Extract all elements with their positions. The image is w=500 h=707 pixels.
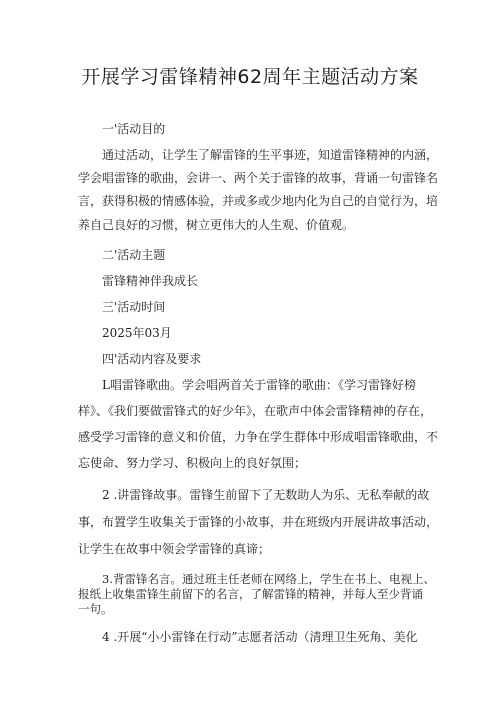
paragraph-line: L唱雷锋歌曲。学会唱两首关于雷锋的歌曲：《学习雷锋好榜 [102, 378, 416, 392]
section-heading-theme: 二'活动主题 [102, 248, 166, 262]
paragraph-line: 报纸上收集雷锋生前留下的名言，了解雷锋的精神，并每人至少背诵 [78, 587, 423, 601]
paragraph-line: 样》、《我们要做雷锋式的好少年》，在歌声中体会雷锋精神的存在， [78, 404, 433, 418]
paragraph-line: 言，获得积极的情感体验，并或多或少地内化为自己的自觉行为，培 [78, 194, 439, 208]
section-heading-purpose: 一'活动目的 [102, 122, 166, 136]
paragraph-line: 让学生在故事中领会学雷锋的真谛； [78, 542, 271, 556]
document-title: 开展学习雷锋精神62周年主题活动方案 [81, 66, 419, 88]
paragraph-line: 通过活动，让学生了解雷锋的生平事迹，知道雷锋精神的内涵， [102, 148, 439, 162]
paragraph-line: 养自己良好的习惯，树立更伟大的人生观、价值观。 [78, 218, 355, 232]
paragraph-line: 一句。 [78, 602, 113, 616]
paragraph-line: 3.背雷锋名言。通过班主任老师在网络上，学生在书上、电视上、 [102, 572, 435, 586]
section-heading-content: 四'活动内容及要求 [102, 352, 202, 366]
paragraph-line: 事，布置学生收集关于雷锋的小故事，并在班级内开展讲故事活动， [78, 515, 439, 529]
paragraph-line: 学会唱雷锋的歌曲，会讲一、两个关于雷锋的故事，背诵一句雷锋名 [78, 171, 439, 185]
section-heading-time: 三'活动时间 [102, 300, 166, 314]
paragraph-line: 感受学习雷锋的意义和价值，力争在学生群体中形成唱雷锋歌曲，不 [78, 430, 439, 444]
paragraph-line: 2 .讲雷锋故事。雷锋生前留下了无数助人为乐、无私奉献的故 [102, 488, 430, 502]
paragraph-line: 忘使命、努力学习、积极向上的良好氛围； [78, 456, 307, 470]
time-text: 2025年03月 [102, 326, 172, 340]
paragraph-line: 4 .开展“小小雷锋在行动”志愿者活动（清理卫生死角、美化 [102, 630, 418, 644]
theme-text: 雷锋精神伴我成长 [102, 274, 199, 288]
